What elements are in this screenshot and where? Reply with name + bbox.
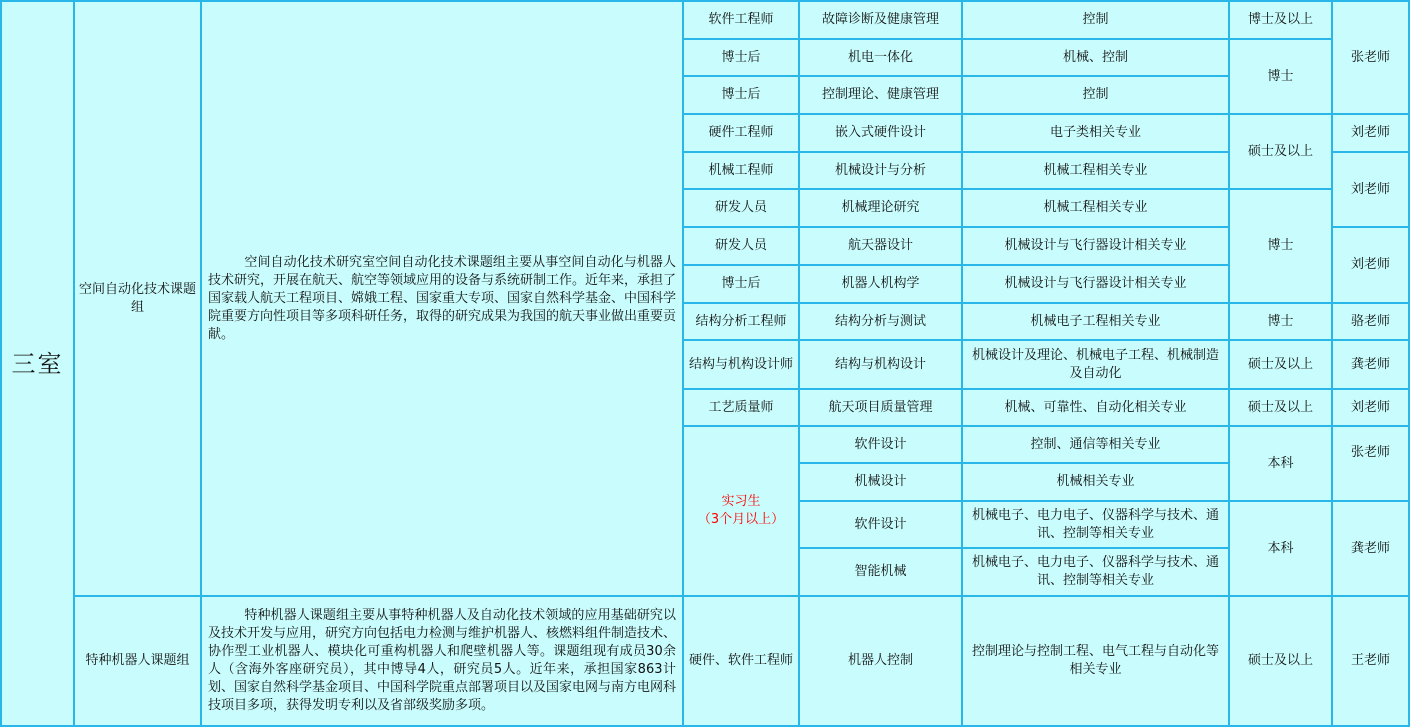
direction-cell: 控制理论、健康管理 — [800, 77, 961, 113]
position-cell: 结构与机构设计师 — [684, 341, 798, 388]
direction-cell: 机器人机构学 — [800, 266, 961, 302]
group-description-special-robots: 特种机器人课题组主要从事特种机器人及自动化技术领域的应用基础研究以及技术开发与应用，研究方向包括电力检测与维护机器人、核燃料组件制造技术、协作型工业机器人、模块化可重构机器人和爬壁机器人等。课题组现有成员30余人（含海外客座研究员），其中博导4人，研究员5人。近年来，承担国家863计划、国家自然科学基金项目、中国科学院重点部署项目以及国家电网与南方电网科技项目多项，获得发明专利以及省部级奖励多项。 — [202, 597, 682, 725]
contact-cell: 张老师 — [1333, 427, 1408, 500]
major-cell: 机械设计及理论、机械电子工程、机械制造及自动化 — [963, 341, 1228, 388]
degree-cell: 博士 — [1230, 190, 1331, 302]
contact-cell: 张老师 — [1333, 2, 1408, 113]
major-cell: 机械工程相关专业 — [963, 190, 1228, 226]
major-cell: 机械相关专业 — [963, 464, 1228, 500]
degree-cell: 硕士及以上 — [1230, 390, 1331, 425]
direction-cell: 航天项目质量管理 — [800, 390, 961, 425]
major-cell: 机械电子、电力电子、仪器科学与技术、通讯、控制等相关专业 — [963, 549, 1228, 595]
major-cell: 机械设计与飞行器设计相关专业 — [963, 266, 1228, 302]
direction-cell: 智能机械 — [800, 549, 961, 595]
direction-cell: 机械理论研究 — [800, 190, 961, 226]
major-cell: 机械设计与飞行器设计相关专业 — [963, 228, 1228, 264]
position-cell: 硬件工程师 — [684, 115, 798, 151]
direction-cell: 软件设计 — [800, 502, 961, 547]
degree-cell: 本科 — [1230, 502, 1331, 595]
direction-cell: 软件设计 — [800, 427, 961, 462]
group-description-space-automation: 空间自动化技术研究室空间自动化技术课题组主要从事空间自动化与机器人技术研究，开展在航天、航空等领域应用的设备与系统研制工作。近年来，承担了国家载人航天工程项目、嫦娥工程、国家重大专项、国家自然科学基金、中国科学院重要方向性项目等多项科研任务，取得的研究成果为我国的航天事业做出重要贡献。 — [202, 2, 682, 595]
degree-cell: 博士 — [1230, 304, 1331, 339]
degree-cell: 博士 — [1230, 40, 1331, 113]
direction-cell: 机械设计 — [800, 464, 961, 500]
major-cell: 机械、可靠性、自动化相关专业 — [963, 390, 1228, 425]
degree-cell: 博士及以上 — [1230, 2, 1331, 38]
position-cell: 结构分析工程师 — [684, 304, 798, 339]
major-cell: 控制理论与控制工程、电气工程与自动化等相关专业 — [963, 597, 1228, 725]
direction-cell: 结构分析与测试 — [800, 304, 961, 339]
position-cell: 博士后 — [684, 266, 798, 302]
position-cell: 硬件、软件工程师 — [684, 597, 798, 725]
direction-cell: 机电一体化 — [800, 40, 961, 75]
degree-cell: 硕士及以上 — [1230, 341, 1331, 388]
group-name-special-robots: 特种机器人课题组 — [75, 597, 200, 725]
position-cell: 机械工程师 — [684, 153, 798, 188]
major-cell: 机械电子、电力电子、仪器科学与技术、通讯、控制等相关专业 — [963, 502, 1228, 547]
major-cell: 控制 — [963, 2, 1228, 38]
major-cell: 电子类相关专业 — [963, 115, 1228, 151]
direction-cell: 机器人控制 — [800, 597, 961, 725]
major-cell: 机械工程相关专业 — [963, 153, 1228, 188]
group-name-space-automation: 空间自动化技术课题组 — [75, 2, 200, 595]
contact-cell: 刘老师 — [1333, 115, 1408, 151]
contact-cell: 刘老师 — [1333, 228, 1408, 302]
contact-cell: 骆老师 — [1333, 304, 1408, 339]
contact-cell: 王老师 — [1333, 597, 1408, 725]
degree-cell: 本科 — [1230, 427, 1331, 500]
position-cell: 研发人员 — [684, 190, 798, 226]
position-cell: 软件工程师 — [684, 2, 798, 38]
direction-cell: 结构与机构设计 — [800, 341, 961, 388]
position-cell: 工艺质量师 — [684, 390, 798, 425]
contact-cell: 龚老师 — [1333, 502, 1408, 595]
direction-cell: 航天器设计 — [800, 228, 961, 264]
degree-cell: 硕士及以上 — [1230, 115, 1331, 188]
contact-cell: 刘老师 — [1333, 390, 1408, 425]
major-cell: 控制、通信等相关专业 — [963, 427, 1228, 462]
position-cell: 博士后 — [684, 77, 798, 113]
direction-cell: 机械设计与分析 — [800, 153, 961, 188]
position-cell: 研发人员 — [684, 228, 798, 264]
contact-cell: 刘老师 — [1333, 153, 1408, 226]
major-cell: 机械电子工程相关专业 — [963, 304, 1228, 339]
degree-cell: 硕士及以上 — [1230, 597, 1331, 725]
position-intern: 实习生 （3个月以上） — [684, 427, 798, 595]
major-cell: 机械、控制 — [963, 40, 1228, 75]
position-cell: 博士后 — [684, 40, 798, 75]
direction-cell: 嵌入式硬件设计 — [800, 115, 961, 151]
major-cell: 控制 — [963, 77, 1228, 113]
direction-cell: 故障诊断及健康管理 — [800, 2, 961, 38]
contact-cell: 龚老师 — [1333, 341, 1408, 388]
room-label: 三室 — [2, 2, 73, 725]
